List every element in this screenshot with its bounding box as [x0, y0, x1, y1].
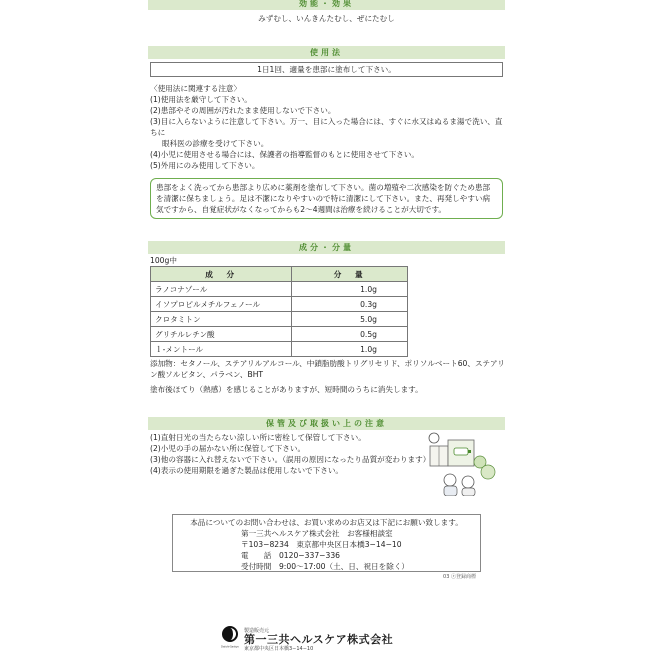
usage-heading: 使用法 [148, 46, 505, 59]
table-row [151, 297, 408, 312]
ingredient-name: グリチルレチン酸 [151, 327, 292, 342]
manufacturer [221, 628, 394, 652]
storage-item: (4)表示の使用期限を過ぎた製品は使用しないで下さい。 [150, 466, 344, 475]
contact-box [172, 514, 481, 580]
contact-lines [173, 528, 480, 572]
ingredient-amount: 1.0g [292, 342, 408, 357]
usage-note: (2)患部やその周囲が汚れたまま使用しないで下さい。 [150, 106, 336, 115]
usage-note: 眼科医の診療を受けて下さい。 [162, 139, 269, 148]
registered-mark: 03 ⓡ登録商標 [443, 573, 476, 580]
usage-main: 1日1回、適量を患部に塗布して下さい。 [150, 62, 503, 77]
leaflet-column [148, 0, 505, 580]
usage-note: (1)使用法を厳守して下さい。 [150, 95, 252, 104]
usage-advice-box [150, 178, 503, 219]
storage-item: (3)他の容器に入れ替えないで下さい。（誤用の原因になったり品質が変わります） [150, 455, 431, 464]
contact-company: 第一三共ヘルスケア株式会社 お客様相談室 [241, 529, 393, 538]
ingredients-additives: 添加物：セタノール、ステアリルアルコール、中鎖脂肪酸トリグリセリド、ポリソルベート60、ステアリン酸ソルビタン、パラベン、BHT [150, 359, 505, 379]
ingredient-amount: 1.0g [292, 282, 408, 297]
effects-text: みずむし、いんきんたむし、ぜにたむし [258, 14, 395, 23]
phone-label: 電 話 [241, 551, 272, 560]
phone-number[interactable]: 0120−337−336 [278, 551, 341, 560]
maker-role: 製造販売元 [244, 628, 270, 634]
ingredient-amount: 0.3g [292, 297, 408, 312]
ingredient-amount: 5.0g [292, 312, 408, 327]
ingredients-per: 100g中 [150, 256, 177, 265]
ingredients-note: 塗布後ほてり（熱感）を感じることがありますが、短時間のうちに消失します。 [150, 385, 423, 394]
ingredients-table [150, 266, 408, 357]
ingredient-name: ラノコナゾール [151, 282, 292, 297]
storage-section [148, 432, 505, 496]
storage-item: (1)直射日光の当たらない涼しい所に密栓して保管して下さい。 [150, 433, 366, 442]
contact-hours-line [241, 561, 480, 572]
ingredient-col-header: 成 分 [151, 267, 292, 282]
maker-name: 第一三共ヘルスケア株式会社 [244, 633, 394, 646]
usage-note: (4)小児に使用させる場合には、保護者の指導監督のもとに使用させて下さい。 [150, 150, 419, 159]
hours-label: 受付時間 [241, 562, 272, 571]
contact-intro: 本品についてのお問い合わせは、お買い求めのお店又は下記にお願い致します。 [190, 518, 463, 527]
ingredients-heading: 成分・分量 [148, 241, 505, 254]
logo-text: Daiichi-Sankyo [221, 645, 239, 649]
table-row [151, 342, 408, 357]
ingredient-name: クロタミトン [151, 312, 292, 327]
usage-notes [150, 83, 505, 171]
contact-phone-line [241, 550, 480, 561]
table-row [151, 282, 408, 297]
usage-note: (3)目に入らないように注意して下さい。万一、目に入った場合には、すぐに水又はぬるま湯で洗い、直ちに [150, 117, 503, 137]
amount-col-header: 分 量 [292, 267, 408, 282]
ingredient-amount: 0.5g [292, 327, 408, 342]
effects-heading: 効能・効果 [148, 0, 505, 10]
usage-advice: 患部をよく洗ってから患部より広めに薬剤を塗布して下さい。菌の増殖や二次感染を防ぐため患部を清潔に保ちましょう。足は不潔になりやすいので特に清潔にして下さい。また、再発しやすい病気ですから、自覚症状がなくなってからも2～4週間は治療を続けることが大切です。 [156, 183, 491, 214]
storage-heading: 保管及び取扱い上の注意 [148, 417, 505, 430]
storage-illustration [424, 432, 506, 496]
table-row [151, 327, 408, 342]
usage-note: (5)外用にのみ使用して下さい。 [150, 161, 260, 170]
table-row [151, 312, 408, 327]
company-logo-icon [220, 625, 240, 649]
ingredient-name: イソプロピルメチルフェノール [151, 297, 292, 312]
storage-item: (2)小児の手の届かない所に保管して下さい。 [150, 444, 306, 453]
hours-value: 9:00〜17:00（土、日、祝日を除く） [278, 562, 410, 571]
ingredient-name: ｌ-メントール [151, 342, 292, 357]
contact-address: 〒103−8234 東京都中央区日本橋3−14−10 [241, 540, 402, 549]
table-header-row [151, 267, 408, 282]
usage-notes-title: 〈使用法に関連する注意〉 [150, 84, 242, 93]
maker-address: 東京都中央区日本橋3−14−10 [244, 646, 314, 652]
